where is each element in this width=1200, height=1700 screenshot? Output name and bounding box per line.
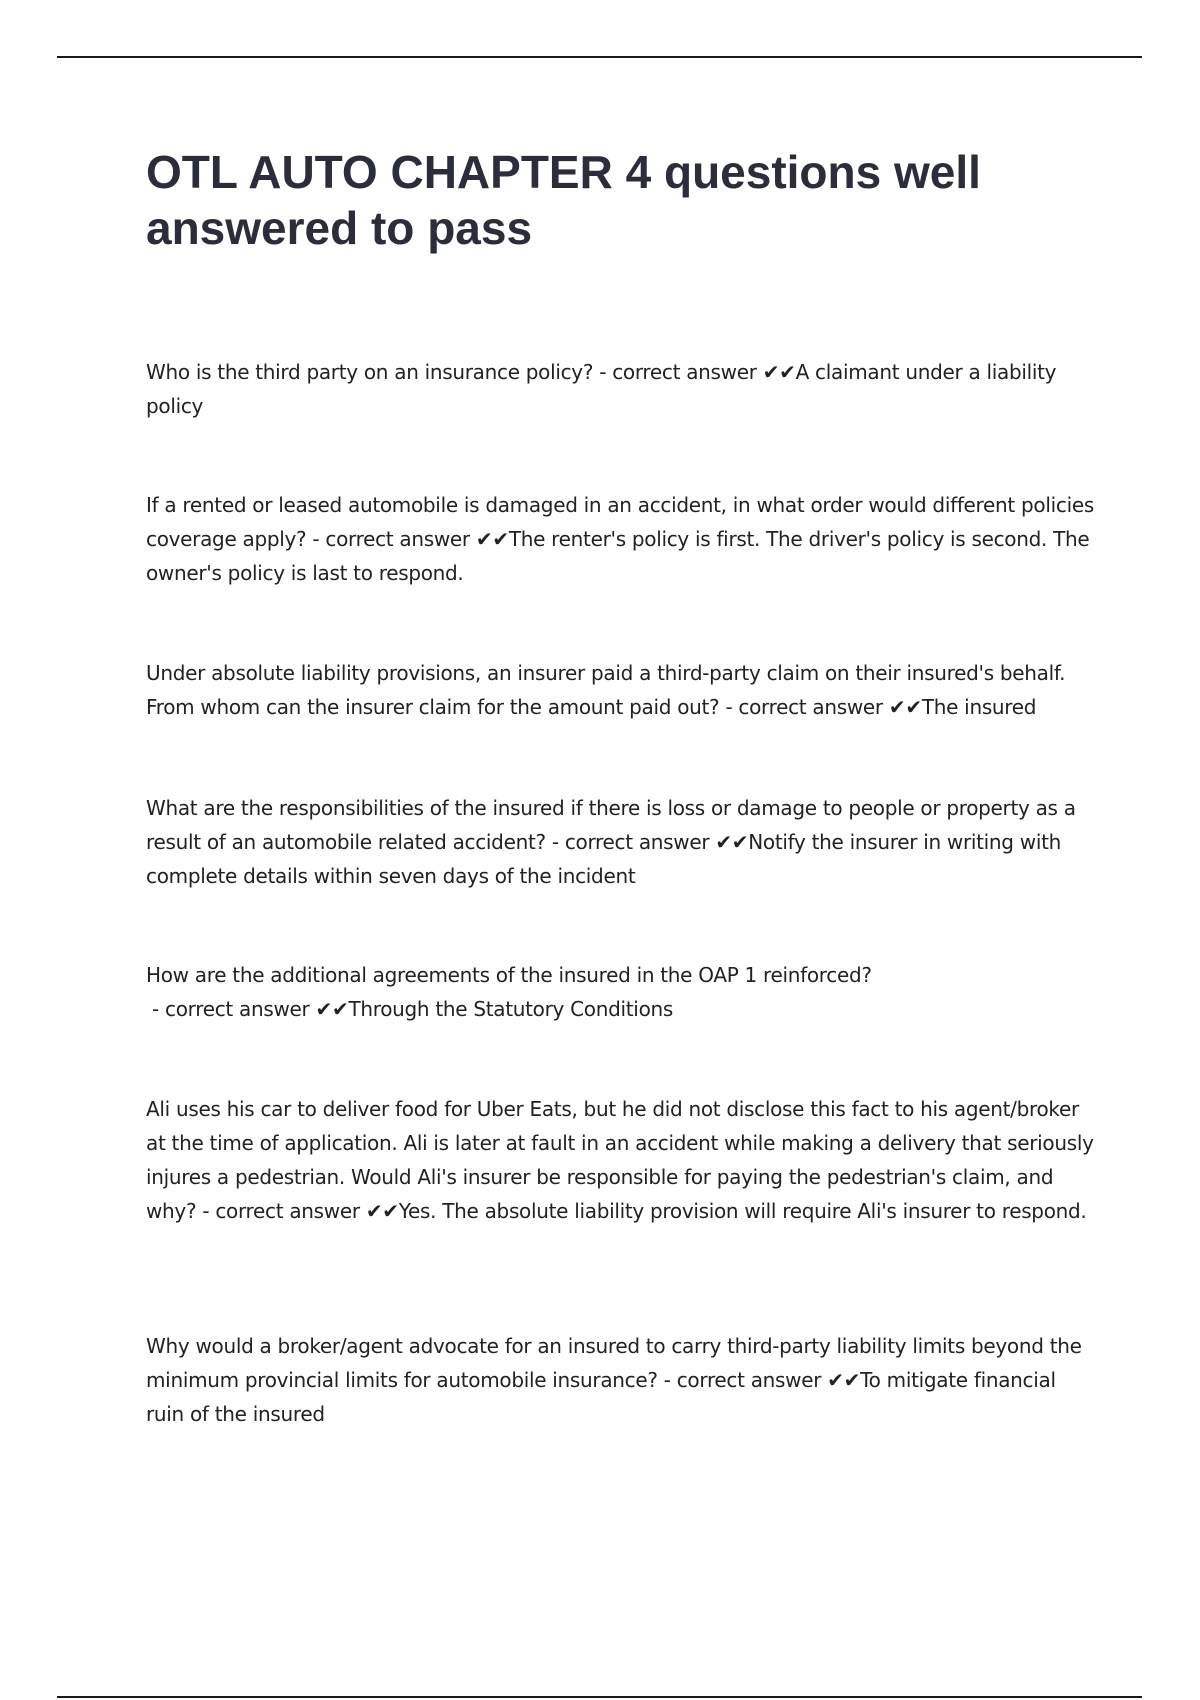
qa-item-6 [146,1092,1096,1228]
check-mark-icon: ✔✔ [315,997,349,1021]
check-mark-icon: ✔✔ [888,695,922,719]
check-mark-icon: ✔✔ [762,360,796,384]
answer-text: To mitigate financial ruin of the insured [146,1368,1056,1426]
check-mark-icon: ✔✔ [827,1368,861,1392]
question-text: Why would a broker/agent advocate for an insured to carry third-party liability limits beyond the minimum provincial limits for automobile insurance? [146,1334,1082,1392]
answer-separator: - correct answer [657,1368,828,1392]
qa-item-5 [146,958,1096,1026]
qa-item-4 [146,791,1096,893]
document-title: OTL AUTO CHAPTER 4 questions well answered to pass [146,146,981,254]
answer-text: The insured [921,695,1037,719]
question-text: What are the responsibilities of the insured if there is loss or damage to people or property as a result of an automobile related accident? [146,796,1076,854]
question-text: If a rented or leased automobile is damaged in an accident, in what order would different policies coverage apply? [146,493,1094,551]
answer-separator: - correct answer [545,830,716,854]
answer-text: Yes. The absolute liability provision will require Ali's insurer to respond. [398,1199,1087,1223]
question-text: Ali uses his car to deliver food for Uber Eats, but he did not disclose this fact to his agent/broker at the time of application. Ali is later at fault in an accident while making a delivery that seriously injures a pedestrian. Would Ali's insurer be responsible for paying the pedestrian's claim, and why? [146,1097,1094,1223]
check-mark-icon: ✔✔ [365,1199,399,1223]
question-text: Under absolute liability provisions, an insurer paid a third-party claim on their insured's behalf. From whom can the insurer claim for the amount paid out? [146,661,1066,719]
answer-separator: - correct answer [146,997,316,1021]
answer-text: Notify the insurer in writing with complete details within seven days of the incident [146,830,1061,888]
check-mark-icon: ✔✔ [475,527,509,551]
bottom-rule [57,1696,1142,1698]
answer-text: A claimant under a liability policy [146,360,1057,418]
answer-separator: - correct answer [306,527,476,551]
answer-separator: - correct answer [196,1199,366,1223]
answer-text: Through the Statutory Conditions [348,997,673,1021]
answer-text: The renter's policy is first. The driver's policy is second. The owner's policy is last to respond. [146,527,1090,585]
top-rule [57,56,1142,58]
question-text: Who is the third party on an insurance policy? [146,360,594,384]
qa-item-1 [146,355,1096,423]
answer-separator: - correct answer [593,360,763,384]
qa-item-7 [146,1329,1096,1431]
answer-separator: - correct answer [719,695,889,719]
qa-item-3 [146,656,1096,724]
qa-item-2 [146,488,1096,590]
question-text: How are the additional agreements of the insured in the OAP 1 reinforced? [146,963,872,987]
check-mark-icon: ✔✔ [715,830,749,854]
